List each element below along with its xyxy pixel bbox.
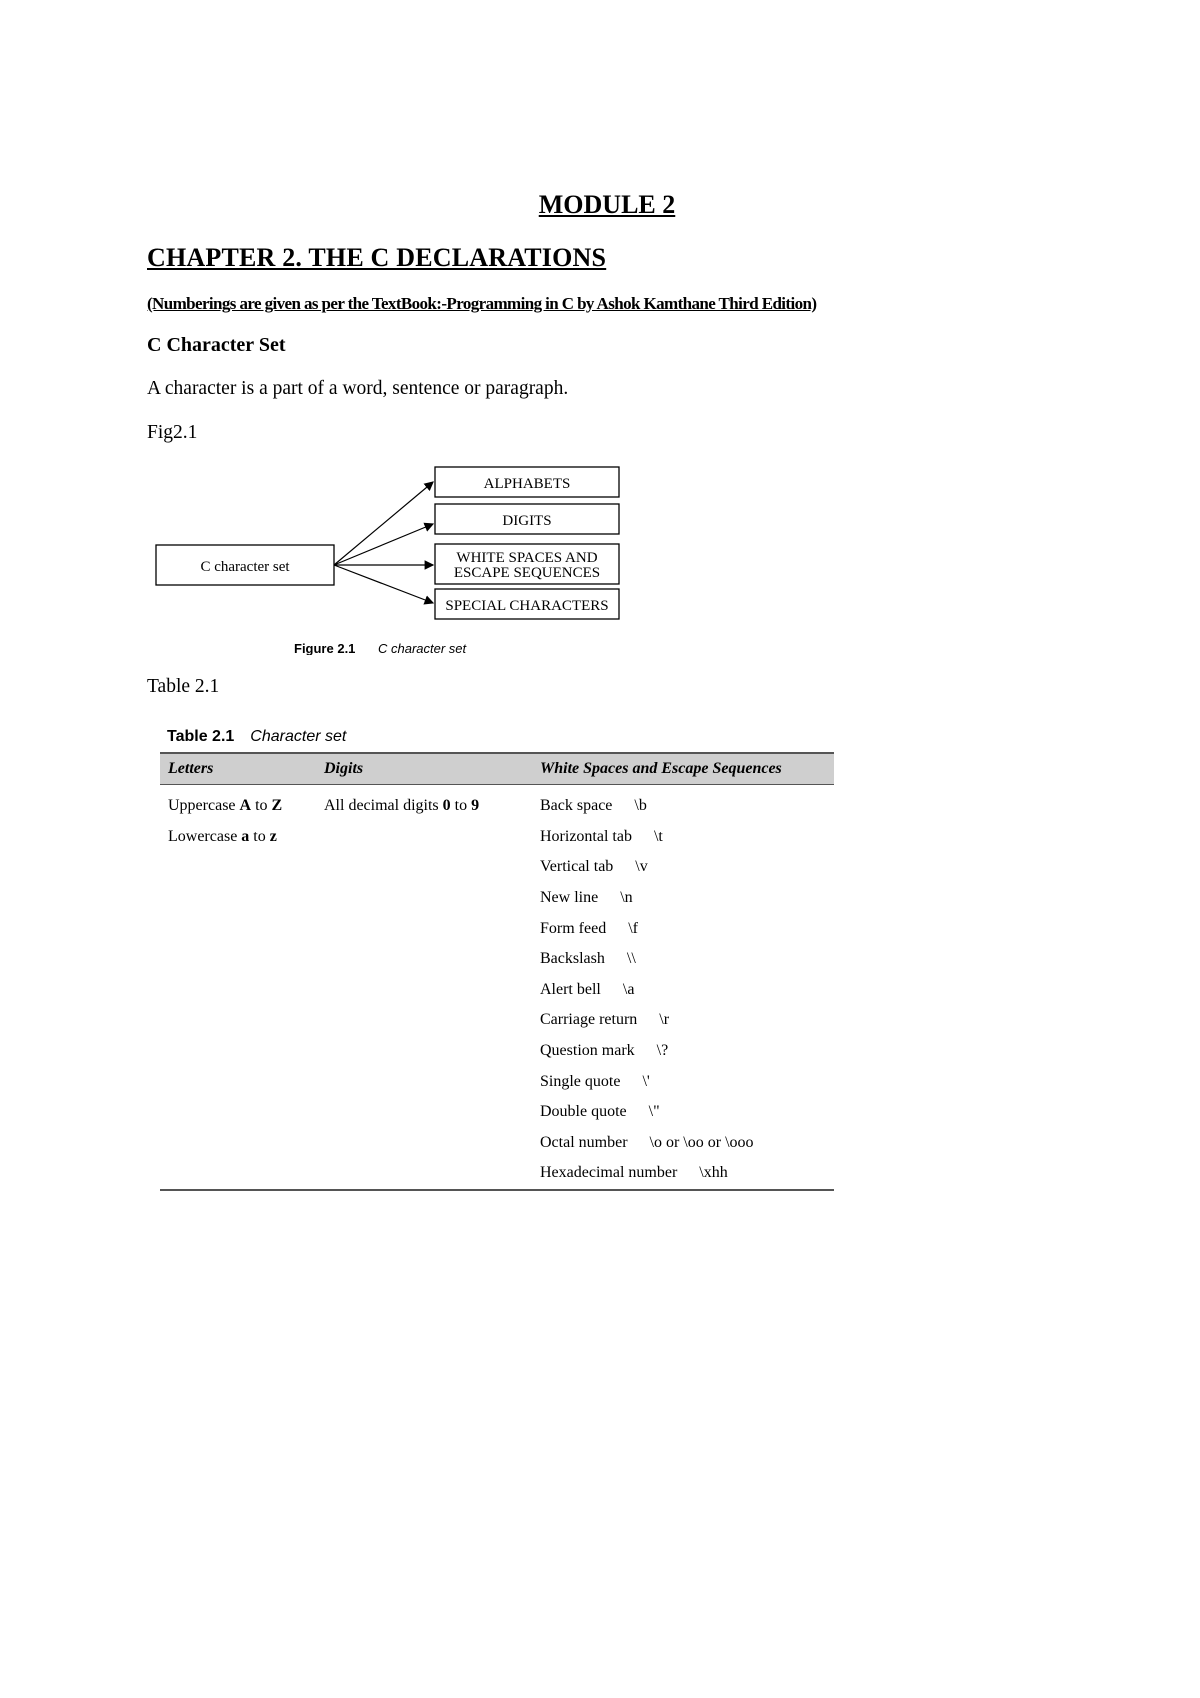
header-white-spaces: White Spaces and Escape Sequences [532,753,834,785]
letters-range-mid: to [249,827,270,845]
section-heading: C Character Set [147,334,286,356]
escape-sequence-name: Form feed [540,919,607,937]
table-row [160,1097,834,1128]
escape-sequence-name: Double quote [540,1103,627,1121]
escape-sequence-code: \o or \oo or \ooo [649,1133,754,1151]
table-row [160,975,834,1006]
escape-sequence-name: Backslash [540,950,605,968]
empty-cell [160,975,316,1006]
digits-range-a: 0 [442,797,451,815]
empty-cell [316,913,532,944]
digits-range-mid: to [450,797,472,815]
escape-sequence-name: Single quote [540,1072,621,1090]
empty-cell [316,1097,532,1128]
escape-sequence-cell [532,1066,834,1097]
escape-sequence-name: Vertical tab [540,858,614,876]
root-label: C character set [200,559,290,575]
module-title: MODULE 2 [538,190,676,219]
table-row [160,1005,834,1036]
table-header-row [160,753,834,785]
letters-range-mid: to [251,797,272,815]
escape-sequence-code: \f [628,919,638,937]
table-row [160,913,834,944]
escape-sequence-code: \' [642,1072,650,1090]
empty-cell [160,1005,316,1036]
table-caption [167,728,346,746]
escape-sequence-name: Alert bell [540,980,601,998]
table-row [160,852,834,883]
arrow-digits [334,524,433,565]
escape-sequence-name: Question mark [540,1042,635,1060]
table-row [160,1036,834,1067]
digits-range-pre: All decimal digits [324,797,443,815]
empty-cell [316,1036,532,1067]
letters-range-a: a [241,827,250,845]
letters-range-a: A [239,797,252,815]
digits-range-b: 9 [471,797,480,815]
escape-sequence-cell [532,822,834,853]
digits-cell [316,785,532,822]
escape-sequence-cell [532,944,834,975]
escape-sequence-name: New line [540,889,599,907]
table-caption-number: Table 2.1 [167,728,235,745]
table-body [160,785,834,1190]
empty-cell [316,1005,532,1036]
empty-cell [160,1128,316,1159]
empty-cell [316,1128,532,1159]
empty-cell [316,1158,532,1190]
escape-sequence-code: \a [622,980,635,998]
branch-label-white-spaces: WHITE SPACES AND [456,550,598,566]
empty-cell [160,944,316,975]
table-row [160,1066,834,1097]
branch-label-special: SPECIAL CHARACTERS [445,598,609,614]
escape-sequence-code: \t [653,827,663,845]
table-row [160,1158,834,1190]
intro-paragraph: A character is a part of a word, sentence or paragraph. [147,378,569,399]
empty-cell [160,1097,316,1128]
escape-sequence-name: Horizontal tab [540,827,632,845]
branch-label-escape-sequences: ESCAPE SEQUENCES [453,565,601,581]
escape-sequence-code: \n [620,889,633,907]
letters-range-pre: Lowercase [168,827,242,845]
escape-sequence-cell [532,1097,834,1128]
escape-sequence-cell [532,913,834,944]
empty-cell [316,1066,532,1097]
escape-sequence-name: Carriage return [540,1011,638,1029]
table-caption-title: Character set [250,728,347,745]
table-row [160,822,834,853]
escape-sequence-code: \r [659,1011,670,1029]
escape-sequence-code: \b [634,797,647,815]
escape-sequence-cell [532,1005,834,1036]
escape-sequence-code: \\ [626,950,636,968]
escape-sequence-cell [532,852,834,883]
empty-cell [160,852,316,883]
escape-sequence-cell [532,1036,834,1067]
table-row [160,785,834,822]
letters-range-b: z [269,827,277,845]
escape-sequence-name: Back space [540,797,613,815]
escape-sequence-name: Octal number [540,1133,628,1151]
empty-cell [316,852,532,883]
table-label: Table 2.1 [147,676,220,697]
table-row [160,1128,834,1159]
chapter-title: CHAPTER 2. THE C DECLARATIONS [147,243,607,272]
table-row [160,944,834,975]
empty-cell [160,1066,316,1097]
empty-cell [316,822,532,853]
empty-cell [316,944,532,975]
header-digits: Digits [316,753,532,785]
empty-cell [160,1036,316,1067]
branch-label-digits: DIGITS [502,513,552,529]
escape-sequence-cell [532,1158,834,1190]
table-row [160,883,834,914]
escape-sequence-code: \" [648,1103,660,1121]
empty-cell [316,975,532,1006]
escape-sequence-cell [532,975,834,1006]
empty-cell [160,1158,316,1190]
header-letters: Letters [160,753,316,785]
letters-range-pre: Uppercase [168,797,240,815]
branch-label-alphabets: ALPHABETS [483,476,571,492]
empty-cell [160,883,316,914]
character-set-diagram [150,465,630,655]
escape-sequence-code: \? [656,1042,669,1060]
textbook-note: (Numberings are given as per the TextBook:-Programming in C by Ashok Kamthane Third Edition) [147,294,817,313]
escape-sequence-cell [532,785,834,822]
escape-sequence-cell [532,883,834,914]
figure-caption-title: C character set [378,641,467,655]
escape-sequence-code: \v [635,858,648,876]
arrow-alphabets [334,482,433,565]
empty-cell [316,883,532,914]
figure-label: Fig2.1 [147,422,198,443]
diagram-svg [150,465,630,655]
letters-cell [160,822,316,853]
empty-cell [160,913,316,944]
arrow-special [334,565,433,603]
escape-sequence-cell [532,1128,834,1159]
character-set-table [160,752,834,1191]
figure-caption-number: Figure 2.1 [294,641,356,655]
letters-cell [160,785,316,822]
escape-sequence-code: \xhh [699,1164,728,1182]
escape-sequence-name: Hexadecimal number [540,1164,678,1182]
letters-range-b: Z [271,797,283,815]
